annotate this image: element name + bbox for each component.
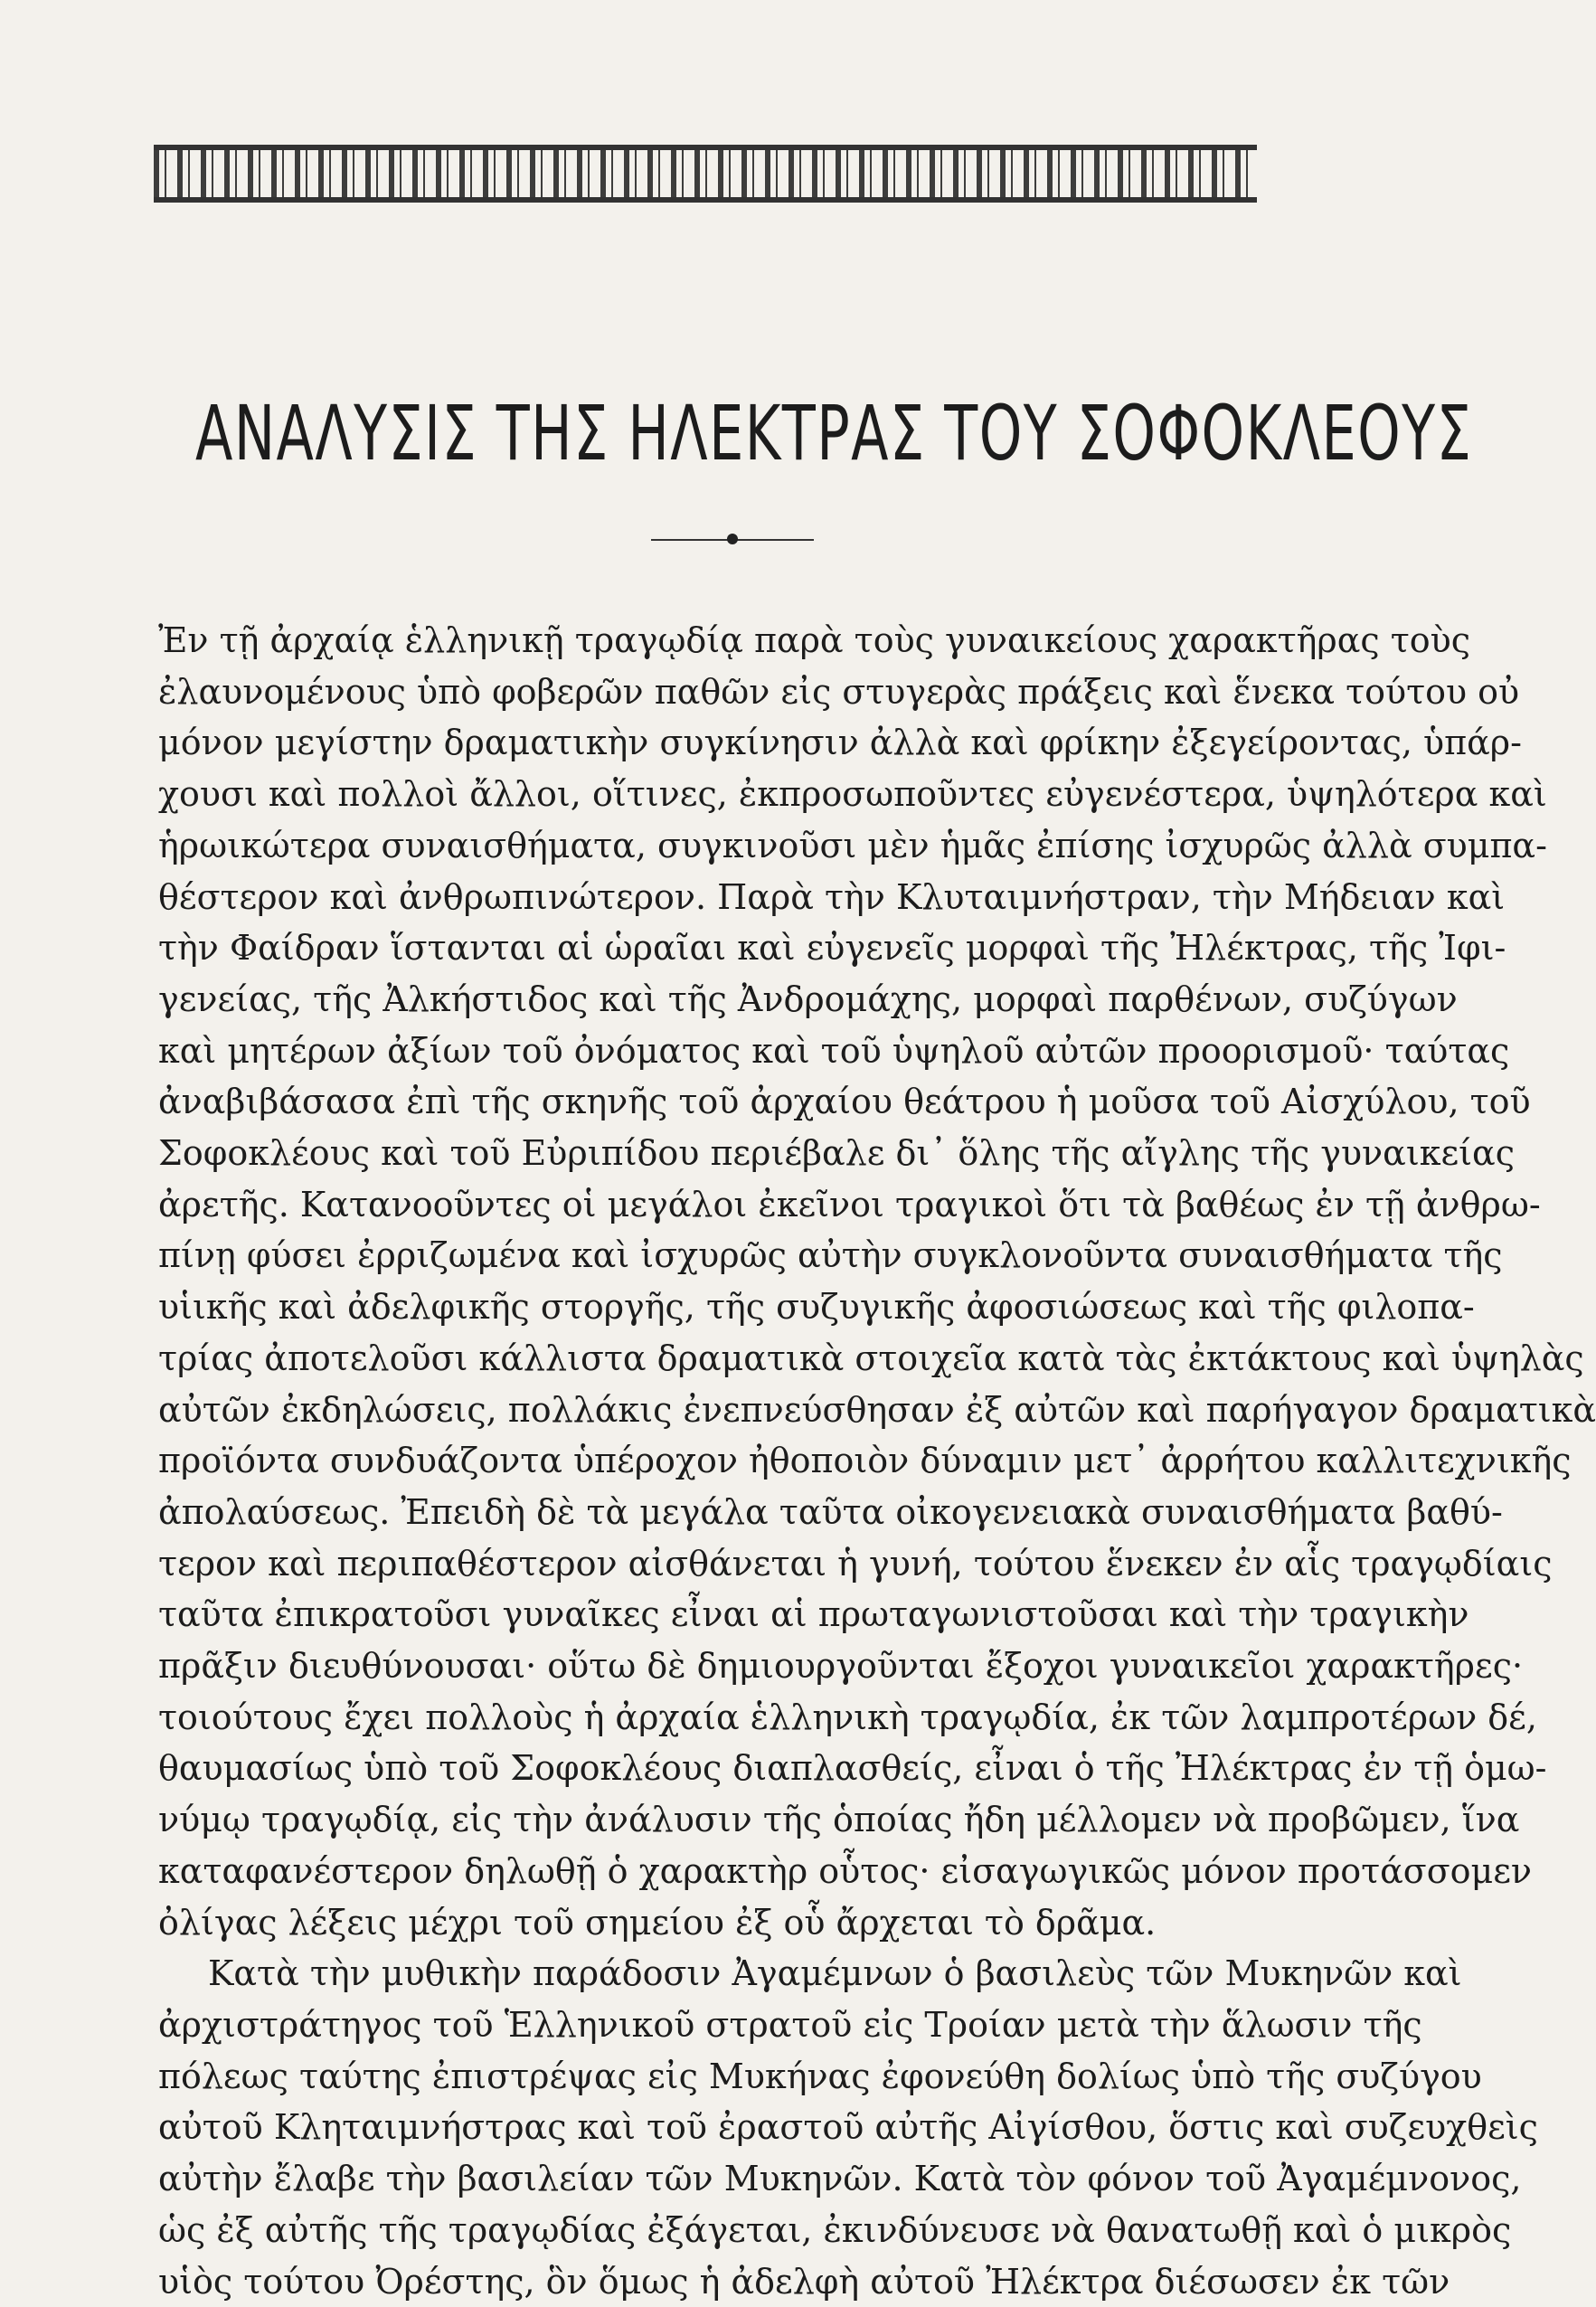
text-line: τερον καὶ περιπαθέστερον αἰσθάνεται ἡ γυνή, τούτου ἕνεκεν ἐν αἷς τραγῳδίαις <box>158 1538 1270 1590</box>
text-line: Κατὰ τὴν μυθικὴν παράδοσιν Ἀγαμέμνων ὁ βασιλεὺς τῶν Μυκηνῶν καὶ <box>158 1948 1270 2000</box>
text-line: τρίας ἀποτελοῦσι κάλλιστα δραματικὰ στοιχεῖα κατὰ τὰς ἐκτάκτους καὶ ὑψηλὰς <box>158 1333 1270 1385</box>
text-line: υἱικῆς καὶ ἀδελφικῆς στοργῆς, τῆς συζυγικῆς ἀφοσιώσεως καὶ τῆς φιλοπα- <box>158 1281 1270 1333</box>
text-line: θαυμασίως ὑπὸ τοῦ Σοφοκλέους διαπλασθείς, εἶναι ὁ τῆς Ἠλέκτρας ἐν τῇ ὁμω- <box>158 1743 1270 1794</box>
text-line: αὐτὴν ἔλαβε τὴν βασιλείαν τῶν Μυκηνῶν. Κατὰ τὸν φόνον τοῦ Ἀγαμέμνονος, <box>158 2153 1270 2205</box>
text-line: πρᾶξιν διευθύνουσαι· οὕτω δὲ δημιουργοῦνται ἔξοχοι γυναικεῖοι χαρακτῆρες· <box>158 1640 1270 1692</box>
body-text <box>158 615 1270 2307</box>
text-line: αὐτῶν ἐκδηλώσεις, πολλάκις ἐνεπνεύσθησαν ἐξ αὐτῶν καὶ παρήγαγον δραματικὰ <box>158 1385 1270 1436</box>
text-line: Σοφοκλέους καὶ τοῦ Εὐριπίδου περιέβαλε δι᾽ ὅλης τῆς αἴγλης τῆς γυναικείας <box>158 1128 1270 1179</box>
text-line: ὀλίγας λέξεις μέχρι τοῦ σημείου ἐξ οὗ ἄρχεται τὸ δρᾶμα. <box>158 1897 1270 1949</box>
text-line: ταῦτα ἐπικρατοῦσι γυναῖκες εἶναι αἱ πρωταγωνιστοῦσαι καὶ τὴν τραγικὴν <box>158 1589 1270 1640</box>
text-line: μόνον μεγίστην δραματικὴν συγκίνησιν ἀλλὰ καὶ φρίκην ἐξεγείροντας, ὑπάρ- <box>158 717 1270 769</box>
text-line: καὶ μητέρων ἀξίων τοῦ ὀνόματος καὶ τοῦ ὑψηλοῦ αὐτῶν προορισμοῦ· ταύτας <box>158 1026 1270 1077</box>
text-line: γενείας, τῆς Ἀλκήστιδος καὶ τῆς Ἀνδρομάχης, μορφαὶ παρθένων, συζύγων <box>158 974 1270 1026</box>
text-line: θέστερον καὶ ἀνθρωπινώτερον. Παρὰ τὴν Κλυταιμνήστραν, τὴν Μήδειαν καὶ <box>158 872 1270 923</box>
text-line: τὴν Φαίδραν ἵστανται αἱ ὡραῖαι καὶ εὐγενεῖς μορφαὶ τῆς Ἠλέκτρας, τῆς Ἰφι- <box>158 922 1270 974</box>
text-line: προϊόντα συνδυάζοντα ὑπέροχον ἠθοποιὸν δύναμιν μετ᾽ ἀρρήτου καλλιτεχνικῆς <box>158 1435 1270 1487</box>
ornamental-header-band <box>154 145 1257 203</box>
text-line: ἀρετῆς. Κατανοοῦντες οἱ μεγάλοι ἐκεῖνοι τραγικοὶ ὅτι τὰ βαθέως ἐν τῇ ἀνθρω- <box>158 1179 1270 1231</box>
text-line: τοιούτους ἔχει πολλοὺς ἡ ἀρχαία ἑλληνικὴ τραγῳδία, ἐκ τῶν λαμπροτέρων δέ, <box>158 1692 1270 1744</box>
text-line: πίνῃ φύσει ἐρριζωμένα καὶ ἰσχυρῶς αὐτὴν συγκλονοῦντα συναισθήματα τῆς <box>158 1230 1270 1281</box>
text-line: υἱὸς τούτου Ὀρέστης, ὃν ὅμως ἡ ἀδελφὴ αὐτοῦ Ἠλέκτρα διέσωσεν ἐκ τῶν <box>158 2256 1270 2307</box>
text-line: ἐλαυνομένους ὑπὸ φοβερῶν παθῶν εἰς στυγερὰς πράξεις καὶ ἕνεκα τούτου οὐ <box>158 667 1270 718</box>
text-line: νύμῳ τραγῳδίᾳ, εἰς τὴν ἀνάλυσιν τῆς ὁποίας ἤδη μέλλομεν νὰ προβῶμεν, ἵνα <box>158 1794 1270 1846</box>
divider-dot <box>727 534 738 544</box>
text-line: ὡς ἐξ αὐτῆς τῆς τραγῳδίας ἐξάγεται, ἐκινδύνευσε νὰ θανατωθῇ καὶ ὁ μικρὸς <box>158 2205 1270 2256</box>
text-line: ἀρχιστράτηγος τοῦ Ἑλληνικοῦ στρατοῦ εἰς Τροίαν μετὰ τὴν ἅλωσιν τῆς <box>158 2000 1270 2051</box>
text-line: πόλεως ταύτης ἐπιστρέψας εἰς Μυκήνας ἐφονεύθη δολίως ὑπὸ τῆς συζύγου <box>158 2051 1270 2103</box>
text-line: Ἐν τῇ ἀρχαίᾳ ἑλληνικῇ τραγῳδίᾳ παρὰ τοὺς γυναικείους χαρακτῆρας τοὺς <box>158 615 1270 667</box>
text-line: αὐτοῦ Κληταιμνήστρας καὶ τοῦ ἐραστοῦ αὐτῆς Αἰγίσθου, ὅστις καὶ συζευχθεὶς <box>158 2102 1270 2153</box>
page-title: ΑΝΑΛΥΣΙΣ ΤΗΣ ΗΛΕΚΤΡΑΣ ΤΟΥ ΣΟΦΟΚΛΕΟΥΣ <box>195 389 1200 477</box>
text-line: καταφανέστερον δηλωθῇ ὁ χαρακτὴρ οὗτος· εἰσαγωγικῶς μόνον προτάσσομεν <box>158 1846 1270 1897</box>
text-line: ἡρωικώτερα συναισθήματα, συγκινοῦσι μὲν ἡμᾶς ἐπίσης ἰσχυρῶς ἀλλὰ συμπα- <box>158 820 1270 872</box>
text-line: ἀναβιβάσασα ἐπὶ τῆς σκηνῆς τοῦ ἀρχαίου θεάτρου ἡ μοῦσα τοῦ Αἰσχύλου, τοῦ <box>158 1076 1270 1128</box>
text-line: ἀπολαύσεως. Ἐπειδὴ δὲ τὰ μεγάλα ταῦτα οἰκογενειακὰ συναισθήματα βαθύ- <box>158 1487 1270 1538</box>
text-line: χουσι καὶ πολλοὶ ἄλλοι, οἵτινες, ἐκπροσωποῦντες εὐγενέστερα, ὑψηλότερα καὶ <box>158 769 1270 820</box>
